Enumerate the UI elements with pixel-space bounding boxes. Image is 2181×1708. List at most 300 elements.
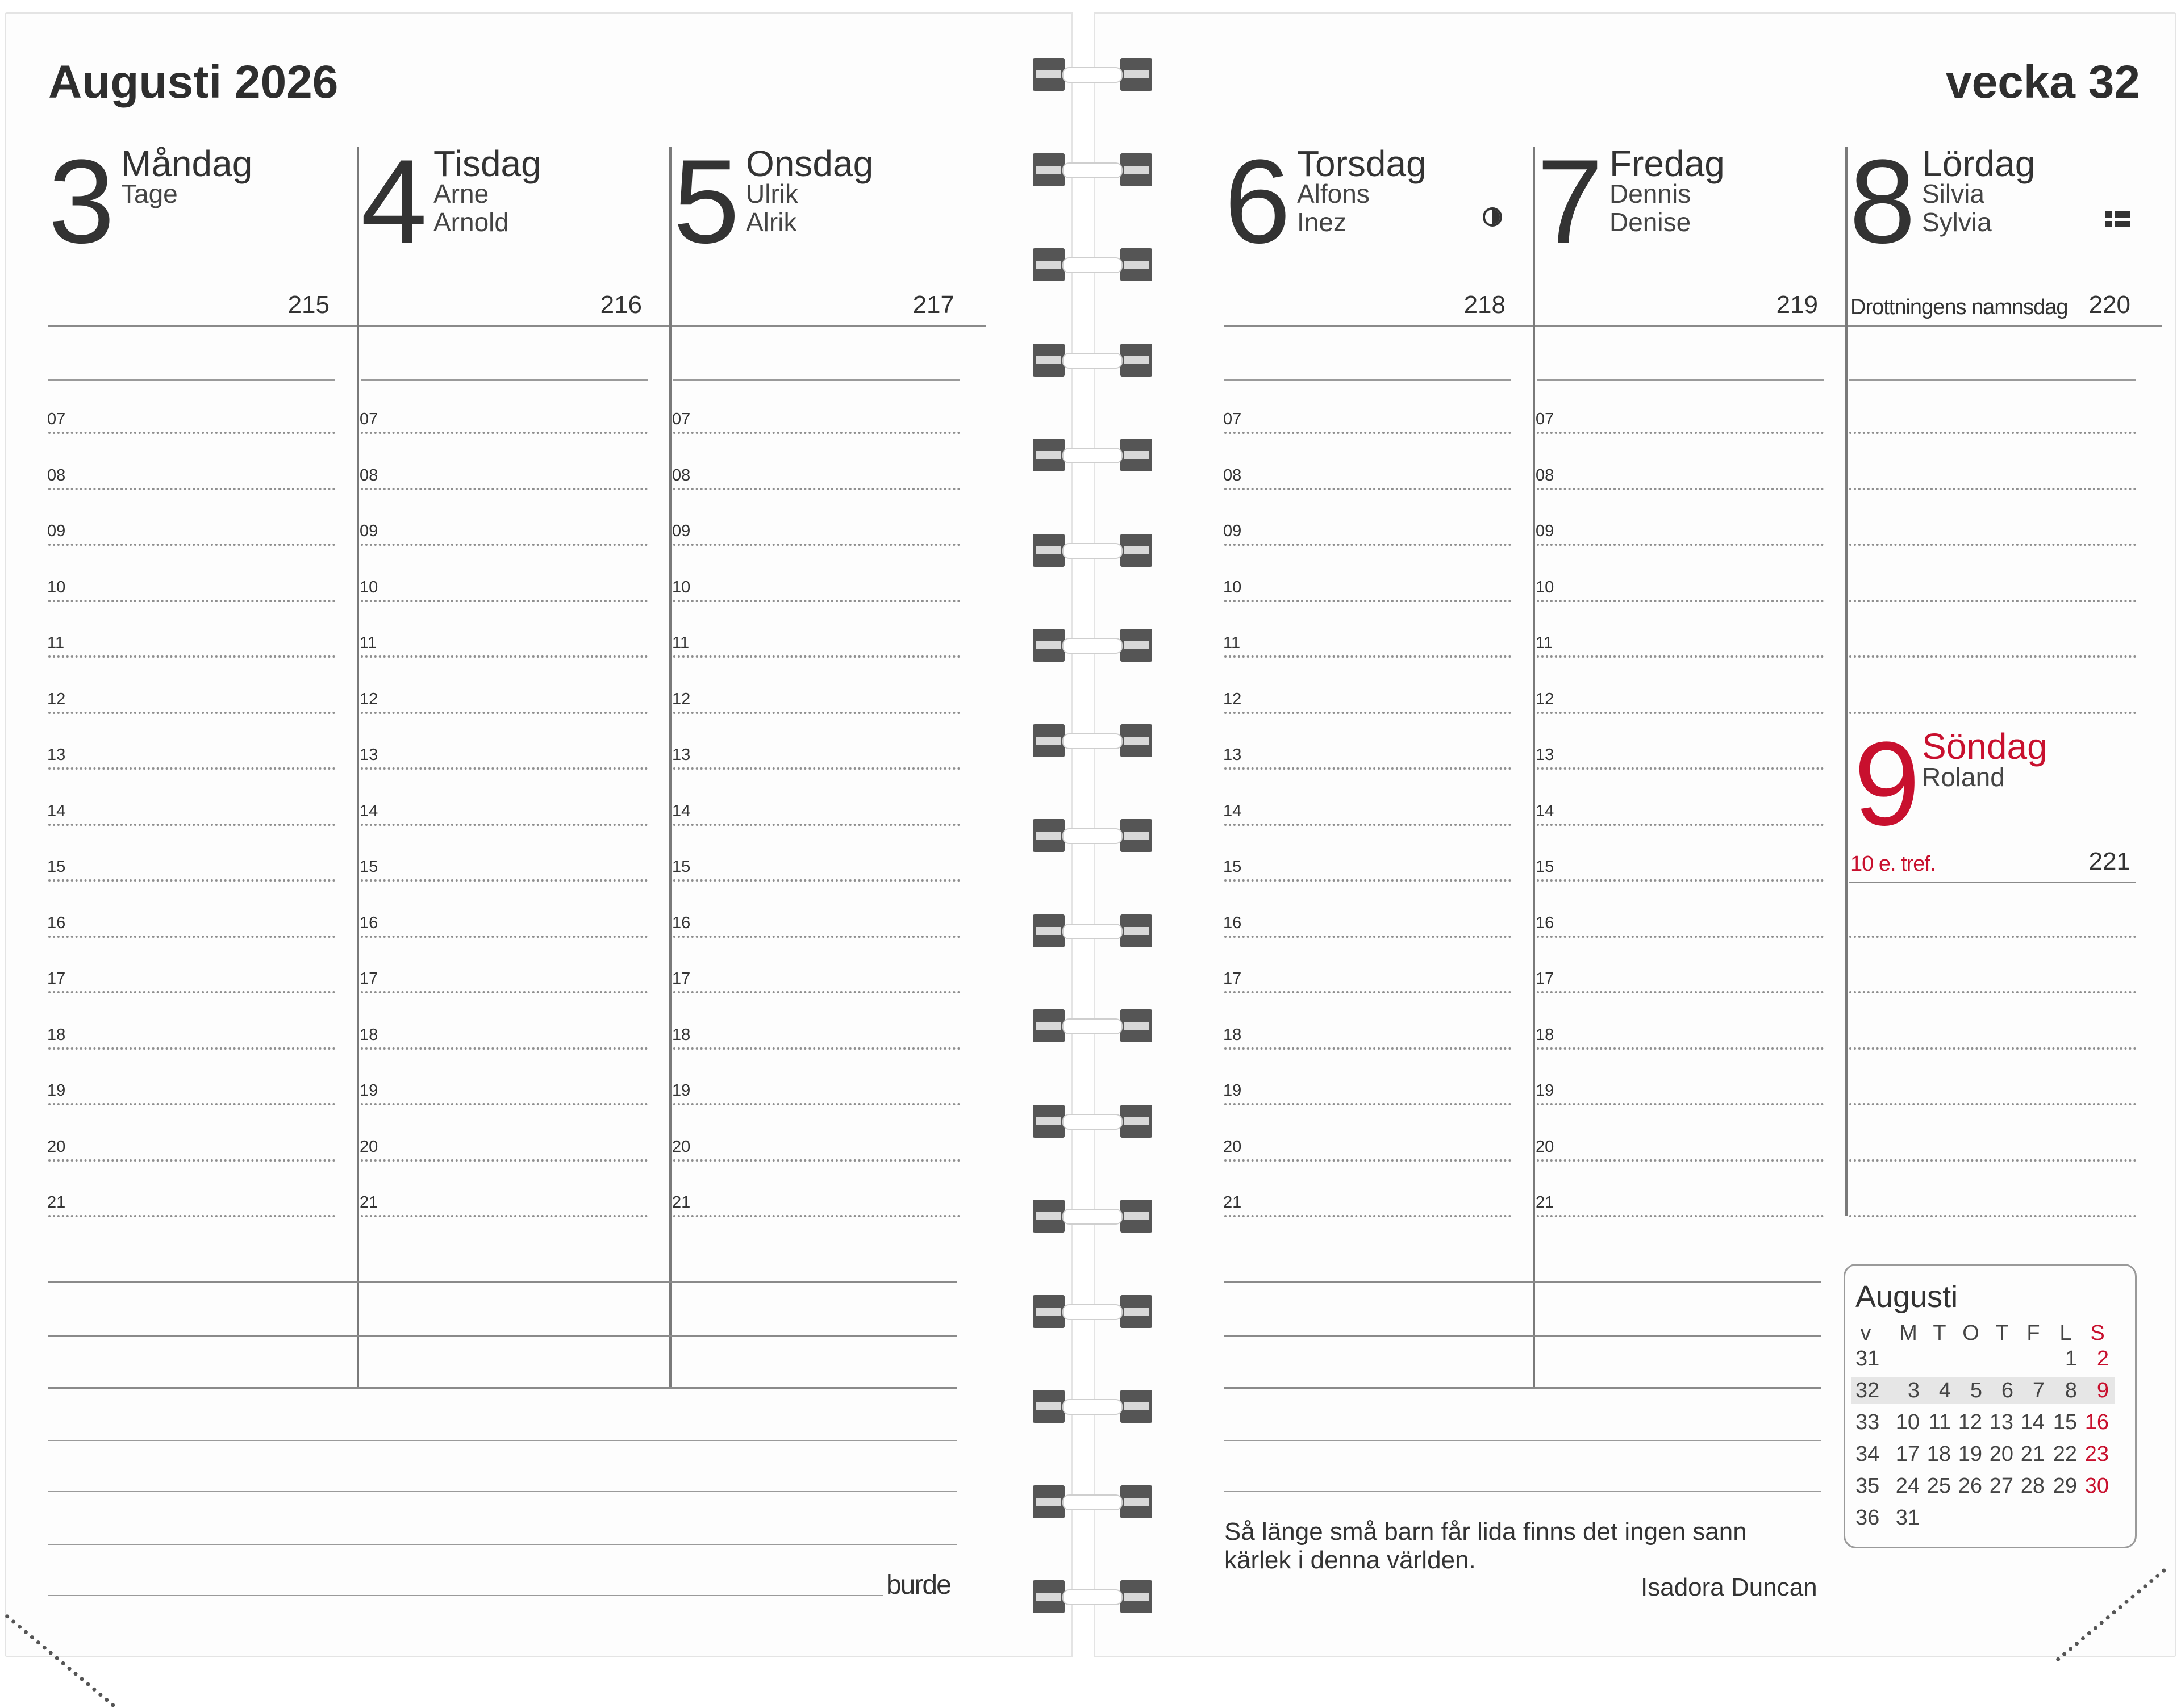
- hour-line: [1849, 600, 2136, 602]
- hour-line: [1537, 1103, 1824, 1105]
- hour-line: [361, 1047, 648, 1050]
- day-number: 3: [48, 135, 112, 268]
- name-day-name: Arnold: [433, 207, 509, 237]
- hour-line: [1224, 1215, 1511, 1217]
- hour-label: 15: [47, 858, 66, 876]
- spiral-ring: [1033, 1193, 1152, 1238]
- ring-left-clip: [1033, 1009, 1065, 1042]
- mini-calendar: [1844, 1264, 2137, 1548]
- mini-calendar-day: 13: [1989, 1410, 2013, 1434]
- hour-line: [1537, 1047, 1824, 1050]
- allday-line: [361, 379, 648, 381]
- sunday-note: 10 e. tref.: [1850, 852, 1936, 876]
- quote: [1224, 1518, 1781, 1575]
- hour-line: [1537, 824, 1824, 826]
- mini-calendar-week-row: [1845, 1409, 2135, 1436]
- ring-right-clip: [1120, 344, 1152, 377]
- hour-label: 20: [1223, 1137, 1242, 1156]
- hour-line: [48, 1159, 335, 1162]
- hour-label: 21: [47, 1193, 66, 1212]
- ring-left-clip: [1033, 1105, 1065, 1138]
- hour-label: 14: [360, 801, 378, 820]
- hour-label: 09: [47, 522, 66, 540]
- hour-line: [48, 936, 335, 938]
- hour-label: 16: [1536, 913, 1554, 932]
- hour-label: 12: [1536, 690, 1554, 708]
- spiral-ring: [1033, 812, 1152, 858]
- mini-calendar-day: 1: [2065, 1347, 2077, 1371]
- spiral-ring: [1033, 1098, 1152, 1143]
- ring-right-clip: [1120, 724, 1152, 757]
- quote-line-1: Så länge små barn får lida finns det ingen sann: [1224, 1518, 1747, 1546]
- hour-label: 07: [360, 410, 378, 428]
- hour-line: [48, 432, 335, 434]
- mini-calendar-day: 22: [2053, 1442, 2077, 1466]
- mini-calendar-day: 2: [2096, 1347, 2109, 1371]
- name-day-name: Ulrik: [746, 179, 798, 208]
- allday-line: [673, 379, 960, 381]
- hour-line: [361, 936, 648, 938]
- hour-label: 13: [672, 746, 691, 764]
- spiral-ring: [1033, 432, 1152, 477]
- hour-line: [361, 655, 648, 658]
- ring-left-clip: [1033, 439, 1065, 471]
- notes-line: [48, 1335, 957, 1337]
- mini-calendar-day: 30: [2084, 1474, 2109, 1498]
- hour-label: 13: [1536, 746, 1554, 764]
- mini-calendar-week-row: [1851, 1377, 2115, 1404]
- hour-line: [673, 1047, 960, 1050]
- hour-label: 19: [1536, 1081, 1554, 1100]
- spiral-ring: [1033, 1003, 1152, 1048]
- hour-line: [673, 655, 960, 658]
- hour-line: [1537, 655, 1824, 658]
- hour-label: 21: [360, 1193, 378, 1212]
- hour-line: [1849, 991, 2136, 993]
- hour-line: [673, 767, 960, 770]
- ring-right-clip: [1120, 914, 1152, 947]
- mini-calendar-day: 16: [2084, 1410, 2109, 1434]
- hour-line: [673, 488, 960, 490]
- notes-line: [1224, 1440, 1821, 1441]
- hour-line: [48, 879, 335, 882]
- hour-line: [1224, 432, 1511, 434]
- hour-label: 07: [47, 410, 66, 428]
- swedish-flag-icon: [2105, 211, 2130, 227]
- mini-calendar-day: 9: [2096, 1379, 2109, 1402]
- column-divider: [1845, 147, 1848, 1216]
- day-number: 5: [673, 135, 737, 268]
- date-separator-line: [361, 325, 673, 327]
- hour-label: 17: [360, 970, 378, 988]
- hour-label: 13: [1223, 746, 1242, 764]
- date-separator-line: [1537, 325, 1849, 327]
- hour-label: 17: [672, 970, 691, 988]
- hour-label: 21: [1223, 1193, 1242, 1212]
- hour-line: [1849, 655, 2136, 658]
- ring-right-clip: [1120, 58, 1152, 91]
- hour-label: 08: [672, 466, 691, 485]
- hour-label: 07: [1223, 410, 1242, 428]
- mini-calendar-weekday: T: [1933, 1321, 1946, 1345]
- hour-line: [361, 1159, 648, 1162]
- hour-label: 19: [47, 1081, 66, 1100]
- ring-wire: [1062, 353, 1123, 369]
- ring-right-clip: [1120, 1200, 1152, 1233]
- spiral-ring: [1033, 1573, 1152, 1619]
- hour-label: 11: [1536, 634, 1553, 652]
- hour-label: 10: [1536, 578, 1554, 596]
- spiral-ring: [1033, 147, 1152, 192]
- mini-calendar-day: 20: [1989, 1442, 2013, 1466]
- mini-calendar-day: 3: [1907, 1379, 1920, 1402]
- mini-calendar-title: Augusti: [1855, 1280, 1958, 1314]
- notes-line: [1224, 1335, 1821, 1337]
- mini-calendar-day: 19: [1958, 1442, 1982, 1466]
- date-separator-line: [1224, 325, 1537, 327]
- hour-line: [673, 712, 960, 714]
- spiral-ring: [1033, 51, 1152, 97]
- hour-line: [1849, 1103, 2136, 1105]
- hour-line: [673, 991, 960, 993]
- day-name: Torsdag: [1297, 143, 1427, 184]
- hour-label: 16: [360, 913, 378, 932]
- name-day-name: Arne: [433, 179, 489, 208]
- allday-line: [1224, 379, 1511, 381]
- hour-label: 20: [47, 1137, 66, 1156]
- date-separator-line: [48, 325, 361, 327]
- hour-line: [1849, 1047, 2136, 1050]
- notes-line: [48, 1491, 957, 1492]
- hour-line: [48, 1215, 335, 1217]
- hour-line: [673, 600, 960, 602]
- mini-calendar-day: 17: [1895, 1442, 1920, 1466]
- hour-label: 12: [672, 690, 691, 708]
- ring-right-clip: [1120, 1580, 1152, 1613]
- mini-calendar-day: 7: [2032, 1379, 2045, 1402]
- sunday-separator-line: [1849, 882, 2136, 883]
- day-note: Drottningens namnsdag: [1850, 295, 2068, 319]
- ring-left-clip: [1033, 1485, 1065, 1518]
- mini-calendar-week-row: [1845, 1504, 2135, 1531]
- ring-right-clip: [1120, 248, 1152, 281]
- hour-label: 16: [672, 913, 691, 932]
- ring-left-clip: [1033, 1580, 1065, 1613]
- mini-calendar-day: 6: [2001, 1379, 2013, 1402]
- hour-label: 11: [1223, 634, 1241, 652]
- hour-line: [1224, 767, 1511, 770]
- hour-line: [1224, 936, 1511, 938]
- hour-label: 18: [1536, 1025, 1554, 1044]
- column-divider: [357, 147, 359, 1387]
- mini-calendar-day: 28: [2020, 1474, 2045, 1498]
- ring-left-clip: [1033, 344, 1065, 377]
- hour-label: 14: [1223, 801, 1242, 820]
- hour-line: [1849, 432, 2136, 434]
- ring-wire: [1062, 828, 1123, 844]
- hour-line: [1537, 1159, 1824, 1162]
- hour-line: [673, 432, 960, 434]
- hour-label: 16: [1223, 913, 1242, 932]
- mini-calendar-day: 31: [1895, 1506, 1920, 1530]
- mini-calendar-day: 25: [1926, 1474, 1951, 1498]
- hour-line: [48, 655, 335, 658]
- mini-calendar-week-number: 33: [1855, 1410, 1880, 1434]
- day-of-year: 218: [1463, 291, 1506, 319]
- hour-line: [361, 712, 648, 714]
- date-separator-line: [673, 325, 986, 327]
- notes-line: [48, 1544, 957, 1545]
- hour-label: 19: [1223, 1081, 1242, 1100]
- day-number: 6: [1224, 135, 1288, 268]
- hour-label: 19: [360, 1081, 378, 1100]
- day-number: 4: [361, 135, 425, 268]
- hour-label: 07: [672, 410, 691, 428]
- hour-label: 18: [1223, 1025, 1242, 1044]
- ring-right-clip: [1120, 534, 1152, 567]
- ring-right-clip: [1120, 819, 1152, 852]
- name-day-name: Denise: [1609, 207, 1691, 237]
- hour-label: 09: [672, 522, 691, 540]
- hour-label: 12: [47, 690, 66, 708]
- hour-line: [48, 1047, 335, 1050]
- hour-label: 09: [1223, 522, 1242, 540]
- hour-label: 07: [1536, 410, 1554, 428]
- mini-calendar-day: 5: [1970, 1379, 1982, 1402]
- hour-line: [361, 824, 648, 826]
- ring-left-clip: [1033, 58, 1065, 91]
- hour-line: [48, 991, 335, 993]
- hour-line: [1224, 824, 1511, 826]
- mini-calendar-day: 26: [1958, 1474, 1982, 1498]
- ring-right-clip: [1120, 1105, 1152, 1138]
- hour-line: [361, 1103, 648, 1105]
- column-divider: [1533, 147, 1535, 1387]
- day-name: Tisdag: [433, 143, 541, 184]
- spiral-ring: [1033, 337, 1152, 382]
- hour-label: 10: [1223, 578, 1242, 596]
- notes-line: [48, 1387, 957, 1389]
- left-page: [5, 12, 1073, 1657]
- ring-wire: [1062, 1399, 1123, 1415]
- notes-line: [1224, 1491, 1821, 1492]
- hour-label: 10: [360, 578, 378, 596]
- day-of-year: 221: [2088, 847, 2130, 875]
- ring-left-clip: [1033, 153, 1065, 186]
- hour-line: [1224, 991, 1511, 993]
- column-divider: [669, 147, 672, 1387]
- ring-left-clip: [1033, 1390, 1065, 1423]
- ring-right-clip: [1120, 629, 1152, 662]
- day-name: Måndag: [121, 143, 253, 184]
- hour-line: [673, 936, 960, 938]
- name-day-name: Alrik: [746, 207, 797, 237]
- brand-logo: burde: [886, 1570, 950, 1600]
- hour-label: 11: [47, 634, 65, 652]
- name-day-name: Tage: [121, 179, 178, 208]
- hour-line: [1849, 1159, 2136, 1162]
- hour-label: 20: [1536, 1137, 1554, 1156]
- hour-line: [673, 1215, 960, 1217]
- hour-label: 19: [672, 1081, 691, 1100]
- mini-calendar-weekday: v: [1860, 1321, 1871, 1345]
- ring-wire: [1062, 162, 1123, 178]
- hour-label: 13: [47, 746, 66, 764]
- ring-right-clip: [1120, 1295, 1152, 1328]
- hour-line: [673, 879, 960, 882]
- hour-line: [1537, 991, 1824, 993]
- month-year-title: Augusti 2026: [48, 56, 339, 108]
- ring-left-clip: [1033, 629, 1065, 662]
- hour-line: [1224, 544, 1511, 546]
- day-of-year: 215: [287, 291, 330, 319]
- ring-left-clip: [1033, 819, 1065, 852]
- ring-right-clip: [1120, 1390, 1152, 1423]
- ring-wire: [1062, 1494, 1123, 1510]
- hour-label: 08: [1223, 466, 1242, 485]
- hour-line: [1849, 712, 2136, 714]
- hour-label: 09: [360, 522, 378, 540]
- hour-label: 14: [672, 801, 691, 820]
- mini-calendar-day: 27: [1989, 1474, 2013, 1498]
- ring-wire: [1062, 733, 1123, 749]
- ring-left-clip: [1033, 724, 1065, 757]
- ring-right-clip: [1120, 1485, 1152, 1518]
- hour-line: [673, 544, 960, 546]
- day-number: 7: [1537, 135, 1601, 268]
- ring-wire: [1062, 638, 1123, 654]
- hour-line: [1224, 879, 1511, 882]
- mini-calendar-day: 23: [2084, 1442, 2109, 1466]
- mini-calendar-day: 14: [2020, 1410, 2045, 1434]
- hour-label: 10: [47, 578, 66, 596]
- sunday-number: 9: [1854, 717, 1918, 850]
- hour-line: [48, 600, 335, 602]
- ring-wire: [1062, 257, 1123, 273]
- hour-line: [1537, 767, 1824, 770]
- hour-line: [1537, 712, 1824, 714]
- spiral-ring: [1033, 1383, 1152, 1429]
- hour-line: [48, 712, 335, 714]
- day-name: Fredag: [1609, 143, 1725, 184]
- spiral-ring: [1033, 908, 1152, 953]
- ring-wire: [1062, 67, 1123, 83]
- hour-line: [361, 544, 648, 546]
- mini-calendar-day: 4: [1938, 1379, 1951, 1402]
- hour-line: [673, 1103, 960, 1105]
- hour-label: 11: [672, 634, 690, 652]
- hour-line: [361, 600, 648, 602]
- spiral-ring: [1033, 1479, 1152, 1524]
- hour-label: 15: [1223, 858, 1242, 876]
- ring-right-clip: [1120, 1009, 1152, 1042]
- half-moon-icon: [1483, 207, 1502, 227]
- notes-line: [1224, 1387, 1821, 1389]
- name-day-name: Inez: [1297, 207, 1346, 237]
- quote-author: Isadora Duncan: [1641, 1573, 1817, 1601]
- date-separator-line: [1849, 325, 2162, 327]
- mini-calendar-day: 18: [1926, 1442, 1951, 1466]
- hour-line: [1537, 600, 1824, 602]
- mini-calendar-week-row: [1845, 1472, 2135, 1500]
- sunday-name: Söndag: [1922, 726, 2047, 767]
- hour-label: 20: [360, 1137, 378, 1156]
- allday-line: [48, 379, 335, 381]
- hour-label: 18: [47, 1025, 66, 1044]
- mini-calendar-day: 10: [1895, 1410, 1920, 1434]
- day-name: Onsdag: [746, 143, 874, 184]
- ring-wire: [1062, 924, 1123, 939]
- hour-line: [48, 824, 335, 826]
- hour-label: 20: [672, 1137, 691, 1156]
- hour-label: 10: [672, 578, 691, 596]
- hour-line: [1537, 879, 1824, 882]
- hour-label: 08: [47, 466, 66, 485]
- spiral-ring: [1033, 241, 1152, 287]
- day-of-year: 220: [2088, 291, 2130, 319]
- mini-calendar-day: 11: [1928, 1410, 1951, 1434]
- mini-calendar-week-number: 36: [1855, 1506, 1880, 1530]
- hour-line: [361, 432, 648, 434]
- mini-calendar-weekday: T: [1995, 1321, 2009, 1345]
- ring-left-clip: [1033, 1200, 1065, 1233]
- ring-wire: [1062, 1114, 1123, 1130]
- hour-line: [1537, 432, 1824, 434]
- hour-label: 15: [672, 858, 691, 876]
- day-of-year: 217: [912, 291, 954, 319]
- mini-calendar-weekday: L: [2059, 1321, 2072, 1345]
- mini-calendar-day: 15: [2053, 1410, 2077, 1434]
- hour-line: [361, 1215, 648, 1217]
- hour-line: [673, 1159, 960, 1162]
- notes-line: [48, 1281, 957, 1283]
- name-day-name: Alfons: [1297, 179, 1370, 208]
- hour-line: [1224, 1103, 1511, 1105]
- hour-label: 08: [360, 466, 378, 485]
- day-number: 8: [1849, 135, 1913, 268]
- hour-label: 17: [1223, 970, 1242, 988]
- hour-label: 09: [1536, 522, 1554, 540]
- hour-line: [1224, 655, 1511, 658]
- ring-right-clip: [1120, 439, 1152, 471]
- allday-line: [1537, 379, 1824, 381]
- name-day-name: Roland: [1922, 762, 2005, 792]
- ring-wire: [1062, 1018, 1123, 1034]
- spiral-ring: [1033, 527, 1152, 573]
- hour-label: 14: [1536, 801, 1554, 820]
- ring-left-clip: [1033, 534, 1065, 567]
- mini-calendar-day: 12: [1958, 1410, 1982, 1434]
- ring-left-clip: [1033, 1295, 1065, 1328]
- hour-line: [1537, 544, 1824, 546]
- hour-label: 17: [47, 970, 66, 988]
- hour-label: 08: [1536, 466, 1554, 485]
- name-day-name: Silvia: [1922, 179, 1984, 208]
- spiral-ring: [1033, 1288, 1152, 1334]
- hour-label: 18: [360, 1025, 378, 1044]
- hour-label: 21: [672, 1193, 691, 1212]
- quote-line-2: kärlek i denna världen.: [1224, 1546, 1476, 1574]
- hour-label: 21: [1536, 1193, 1554, 1212]
- hour-label: 16: [47, 913, 66, 932]
- hour-label: 11: [360, 634, 377, 652]
- hour-label: 15: [360, 858, 378, 876]
- mini-calendar-week-row: [1845, 1345, 2135, 1372]
- mini-calendar-weekday: O: [1962, 1321, 1979, 1345]
- hour-line: [1537, 1215, 1824, 1217]
- notes-line: [48, 1440, 957, 1441]
- hour-line: [1224, 712, 1511, 714]
